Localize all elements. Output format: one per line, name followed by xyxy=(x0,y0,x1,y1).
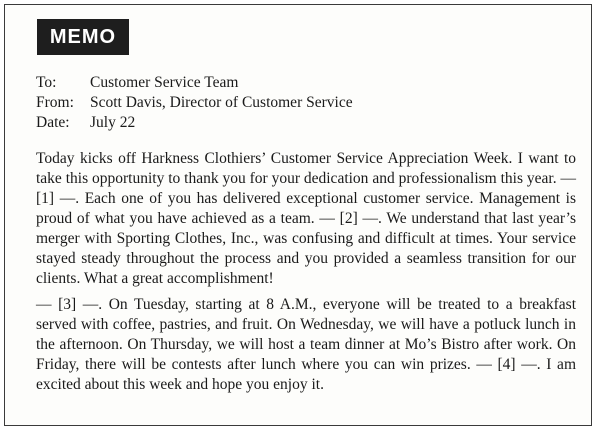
date-row xyxy=(36,113,353,133)
from-value: Scott Davis, Director of Customer Service xyxy=(90,94,353,111)
to-row xyxy=(36,73,353,93)
memo-paragraph-2: — [3] —. On Tuesday, starting at 8 A.M., everyone will be treated to a breakfast served with coffee, pastries, and fruit. On Wednesday, we will have a potluck lunch in the afternoon. On Thursday, we will host a team dinner at Mo’s Bistro after work. On Friday, there will be contests after lunch where you can win prizes. — [4] —. I am excited about this week and hope you enjoy it. xyxy=(36,296,576,393)
date-label: Date: xyxy=(36,114,70,131)
to-label: To: xyxy=(36,74,57,91)
memo-badge: MEMO xyxy=(37,19,129,55)
memo-header xyxy=(36,73,353,133)
to-value: Customer Service Team xyxy=(90,74,239,91)
memo-paragraph-1: Today kicks off Harkness Clothiers’ Customer Service Appreciation Week. I want to take this opportunity to thank you for your dedication and professionalism this year. — [1] —. Each one of you has delivered exceptional customer service. Management is proud of what you have achieved as a team. — [2] —. We understand that last year’s merger with Sporting Clothes, Inc., was confusing and difficult at times. Your service stayed steady throughout the process and you provided a seamless transition for our clients. What a great accomplishment! xyxy=(36,150,576,287)
from-row xyxy=(36,93,353,113)
from-label: From: xyxy=(36,94,74,111)
date-value: July 22 xyxy=(90,114,136,131)
